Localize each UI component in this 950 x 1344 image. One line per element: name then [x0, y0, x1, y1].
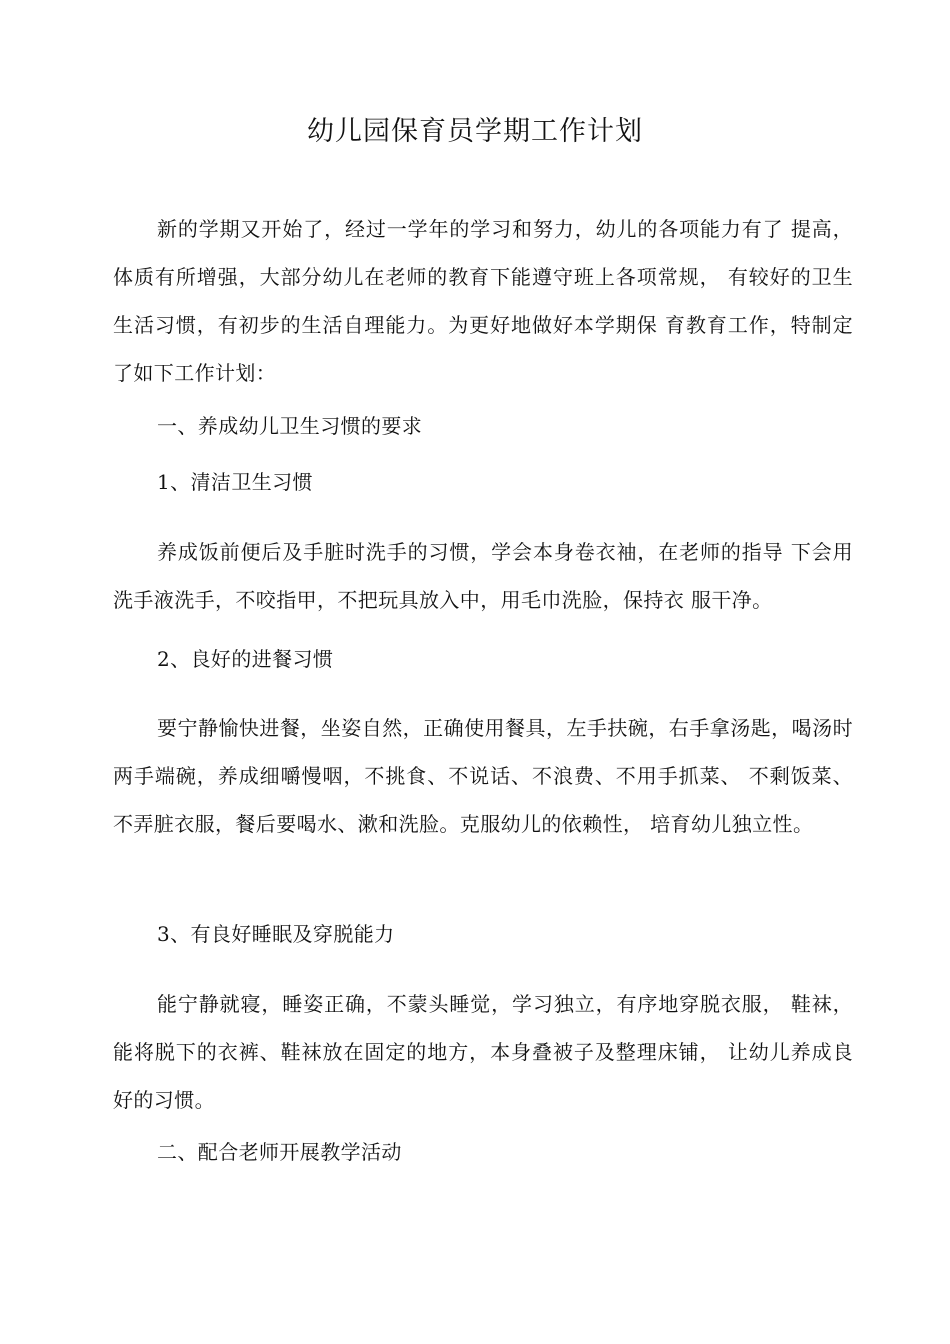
- intro-paragraph: 新的学期又开始了，经过一学年的学习和努力，幼儿的各项能力有了 提高，体质有所增强，大部分幼儿在老师的教育下能遵守班上各项常规， 有较好的卫生生活习惯，有初步的生活自理能力。为更好地做好本学期保 育教育工作，特制定了如下工作计划：: [113, 217, 853, 385]
- item-1-heading: 1、清洁卫生习惯: [157, 470, 313, 494]
- item-3-heading: 3、有良好睡眠及穿脱能力: [157, 922, 395, 946]
- item-3-paragraph: 能宁静就寝，睡姿正确，不蒙头睡觉，学习独立，有序地穿脱衣服， 鞋袜，能将脱下的衣裤、鞋袜放在固定的地方，本身叠被子及整理床铺， 让幼儿养成良好的习惯。: [113, 992, 853, 1112]
- section-1-heading: 一、养成幼儿卫生习惯的要求: [157, 414, 423, 438]
- item-1-paragraph: 养成饭前便后及手脏时洗手的习惯，学会本身卷衣袖，在老师的指导 下会用洗手液洗手，不咬指甲，不把玩具放入中，用毛巾洗脸，保持衣 服干净。: [113, 540, 853, 612]
- document-title: 幼儿园保育员学期工作计划: [307, 116, 643, 147]
- item-2-paragraph: 要宁静愉快进餐，坐姿自然，正确使用餐具，左手扶碗，右手拿汤匙，喝汤时两手端碗，养成细嚼慢咽，不挑食、不说话、不浪费、不用手抓菜、 不剩饭菜、不弄脏衣服，餐后要喝水、漱和洗脸。克服幼儿的依赖性， 培育幼儿独立性。: [113, 716, 853, 836]
- item-2-heading: 2、良好的进餐习惯: [157, 647, 334, 671]
- section-2-heading: 二、配合老师开展教学活动: [157, 1140, 402, 1164]
